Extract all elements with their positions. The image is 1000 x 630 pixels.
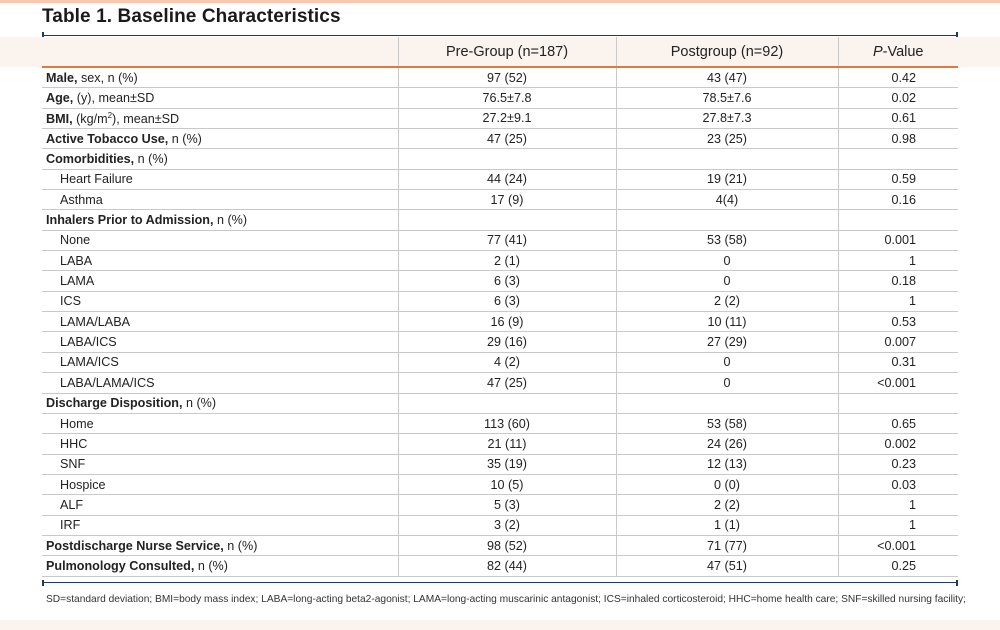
row-label: Hospice bbox=[42, 474, 398, 494]
cell-post: 27 (29) bbox=[616, 332, 838, 352]
row-label: Male, sex, n (%) bbox=[42, 67, 398, 88]
cell-pre: 2 (1) bbox=[398, 251, 616, 271]
cell-post: 78.5±7.6 bbox=[616, 88, 838, 108]
cell-post: 43 (47) bbox=[616, 67, 838, 88]
p-italic: P bbox=[872, 43, 883, 60]
table-row bbox=[42, 230, 958, 250]
cell-p: 1 bbox=[838, 495, 958, 515]
table-row bbox=[42, 169, 958, 189]
table-section-row bbox=[42, 393, 958, 413]
cell-post: 4(4) bbox=[616, 190, 838, 210]
cell-post: 0 bbox=[616, 251, 838, 271]
row-label: Age, (y), mean±SD bbox=[42, 88, 398, 108]
cell-post: 27.8±7.3 bbox=[616, 108, 838, 128]
table-row bbox=[42, 515, 958, 535]
cell-pre: 76.5±7.8 bbox=[398, 88, 616, 108]
header-postgroup: Postgroup (n=92) bbox=[616, 37, 838, 67]
cell-post bbox=[616, 393, 838, 413]
cell-pre: 6 (3) bbox=[398, 291, 616, 311]
cell-p: 0.02 bbox=[838, 88, 958, 108]
cell-p: 0.007 bbox=[838, 332, 958, 352]
cell-post: 71 (77) bbox=[616, 535, 838, 555]
cell-p: 0.98 bbox=[838, 129, 958, 149]
baseline-characteristics-table bbox=[42, 37, 958, 577]
cell-p: 0.65 bbox=[838, 413, 958, 433]
table-title: Table 1. Baseline Characteristics bbox=[42, 6, 341, 27]
cell-p: 0.001 bbox=[838, 230, 958, 250]
table-row bbox=[42, 556, 958, 576]
table-row bbox=[42, 312, 958, 332]
cell-p: 0.03 bbox=[838, 474, 958, 494]
cell-pre: 113 (60) bbox=[398, 413, 616, 433]
cell-pre: 29 (16) bbox=[398, 332, 616, 352]
table-row bbox=[42, 352, 958, 372]
cell-post: 0 bbox=[616, 271, 838, 291]
table-row bbox=[42, 434, 958, 454]
cell-post: 19 (21) bbox=[616, 169, 838, 189]
cell-p bbox=[838, 393, 958, 413]
table-row bbox=[42, 291, 958, 311]
cell-p: 0.23 bbox=[838, 454, 958, 474]
cell-p: 0.53 bbox=[838, 312, 958, 332]
row-label: LAMA/LABA bbox=[42, 312, 398, 332]
row-label: LABA/ICS bbox=[42, 332, 398, 352]
bottom-band bbox=[0, 620, 1000, 630]
cell-post: 24 (26) bbox=[616, 434, 838, 454]
cell-p: 0.42 bbox=[838, 67, 958, 88]
cell-post: 53 (58) bbox=[616, 413, 838, 433]
cell-p: 0.18 bbox=[838, 271, 958, 291]
table-row bbox=[42, 413, 958, 433]
row-label: Pulmonology Consulted, n (%) bbox=[42, 556, 398, 576]
cell-p: 0.002 bbox=[838, 434, 958, 454]
frame-tick-bottom-left bbox=[42, 580, 44, 586]
cell-p: <0.001 bbox=[838, 373, 958, 393]
frame-tick-bottom-right bbox=[956, 580, 958, 586]
row-label: SNF bbox=[42, 454, 398, 474]
section-label: Inhalers Prior to Admission, n (%) bbox=[42, 210, 398, 230]
cell-pre: 6 (3) bbox=[398, 271, 616, 291]
cell-post: 1 (1) bbox=[616, 515, 838, 535]
cell-post: 12 (13) bbox=[616, 454, 838, 474]
cell-pre: 44 (24) bbox=[398, 169, 616, 189]
cell-pre: 16 (9) bbox=[398, 312, 616, 332]
table-row bbox=[42, 251, 958, 271]
table-footnote: SD=standard deviation; BMI=body mass index; LABA=long-acting beta2-agonist; LAMA=long-acting muscarinic antagonist; ICS=inhaled corticosteroid; HHC=home health care; SNF=skilled nursing facility; bbox=[46, 594, 966, 605]
cell-post: 10 (11) bbox=[616, 312, 838, 332]
cell-p: 1 bbox=[838, 291, 958, 311]
header-characteristic bbox=[42, 37, 398, 67]
frame-top-line bbox=[42, 35, 958, 36]
table-row bbox=[42, 271, 958, 291]
cell-p: 0.25 bbox=[838, 556, 958, 576]
row-label: Active Tobacco Use, n (%) bbox=[42, 129, 398, 149]
cell-post: 0 bbox=[616, 373, 838, 393]
row-label: None bbox=[42, 230, 398, 250]
cell-p: 0.16 bbox=[838, 190, 958, 210]
table-row bbox=[42, 454, 958, 474]
row-label: BMI, $(kg/m^2)$, mean±SD bbox=[42, 108, 398, 128]
cell-pre: 10 (5) bbox=[398, 474, 616, 494]
top-accent-rule bbox=[0, 0, 1000, 3]
row-label: Heart Failure bbox=[42, 169, 398, 189]
cell-pre: 47 (25) bbox=[398, 129, 616, 149]
cell-pre: 4 (2) bbox=[398, 352, 616, 372]
cell-p: 1 bbox=[838, 515, 958, 535]
cell-post bbox=[616, 149, 838, 169]
cell-post: 2 (2) bbox=[616, 495, 838, 515]
table-row bbox=[42, 190, 958, 210]
row-label: ICS bbox=[42, 291, 398, 311]
row-label: LAMA bbox=[42, 271, 398, 291]
row-label: LAMA/ICS bbox=[42, 352, 398, 372]
row-label: LABA bbox=[42, 251, 398, 271]
cell-post: 47 (51) bbox=[616, 556, 838, 576]
section-label: Comorbidities, n (%) bbox=[42, 149, 398, 169]
frame-bottom-line bbox=[42, 582, 958, 583]
row-label: IRF bbox=[42, 515, 398, 535]
cell-pre: 97 (52) bbox=[398, 67, 616, 88]
header-row bbox=[42, 37, 958, 67]
table-row bbox=[42, 88, 958, 108]
cell-pre: 21 (11) bbox=[398, 434, 616, 454]
cell-p: 0.59 bbox=[838, 169, 958, 189]
cell-p: 1 bbox=[838, 251, 958, 271]
cell-pre: 98 (52) bbox=[398, 535, 616, 555]
table-row bbox=[42, 495, 958, 515]
row-label: Asthma bbox=[42, 190, 398, 210]
header-p-value bbox=[838, 37, 958, 67]
table-row bbox=[42, 535, 958, 555]
cell-pre: 77 (41) bbox=[398, 230, 616, 250]
p-value-suffix: -Value bbox=[882, 43, 924, 60]
table-row bbox=[42, 108, 958, 128]
cell-pre: 3 (2) bbox=[398, 515, 616, 535]
cell-post: 53 (58) bbox=[616, 230, 838, 250]
row-label: ALF bbox=[42, 495, 398, 515]
table-row bbox=[42, 67, 958, 88]
cell-pre bbox=[398, 210, 616, 230]
row-label: Home bbox=[42, 413, 398, 433]
cell-pre: 35 (19) bbox=[398, 454, 616, 474]
table-row bbox=[42, 129, 958, 149]
table-section-row bbox=[42, 149, 958, 169]
cell-post bbox=[616, 210, 838, 230]
cell-p: 0.61 bbox=[838, 108, 958, 128]
section-label: Discharge Disposition, n (%) bbox=[42, 393, 398, 413]
cell-p: 0.31 bbox=[838, 352, 958, 372]
cell-pre bbox=[398, 149, 616, 169]
cell-p bbox=[838, 210, 958, 230]
cell-pre: 27.2±9.1 bbox=[398, 108, 616, 128]
table-section-row bbox=[42, 210, 958, 230]
table-row bbox=[42, 474, 958, 494]
cell-post: 0 bbox=[616, 352, 838, 372]
header-pre-group: Pre-Group (n=187) bbox=[398, 37, 616, 67]
row-label: HHC bbox=[42, 434, 398, 454]
cell-p: <0.001 bbox=[838, 535, 958, 555]
cell-post: 0 (0) bbox=[616, 474, 838, 494]
cell-pre: 5 (3) bbox=[398, 495, 616, 515]
row-label: Postdischarge Nurse Service, n (%) bbox=[42, 535, 398, 555]
row-label: LABA/LAMA/ICS bbox=[42, 373, 398, 393]
cell-p bbox=[838, 149, 958, 169]
cell-post: 2 (2) bbox=[616, 291, 838, 311]
table-row bbox=[42, 373, 958, 393]
cell-pre: 47 (25) bbox=[398, 373, 616, 393]
cell-pre: 17 (9) bbox=[398, 190, 616, 210]
cell-post: 23 (25) bbox=[616, 129, 838, 149]
table-row bbox=[42, 332, 958, 352]
cell-pre bbox=[398, 393, 616, 413]
cell-pre: 82 (44) bbox=[398, 556, 616, 576]
